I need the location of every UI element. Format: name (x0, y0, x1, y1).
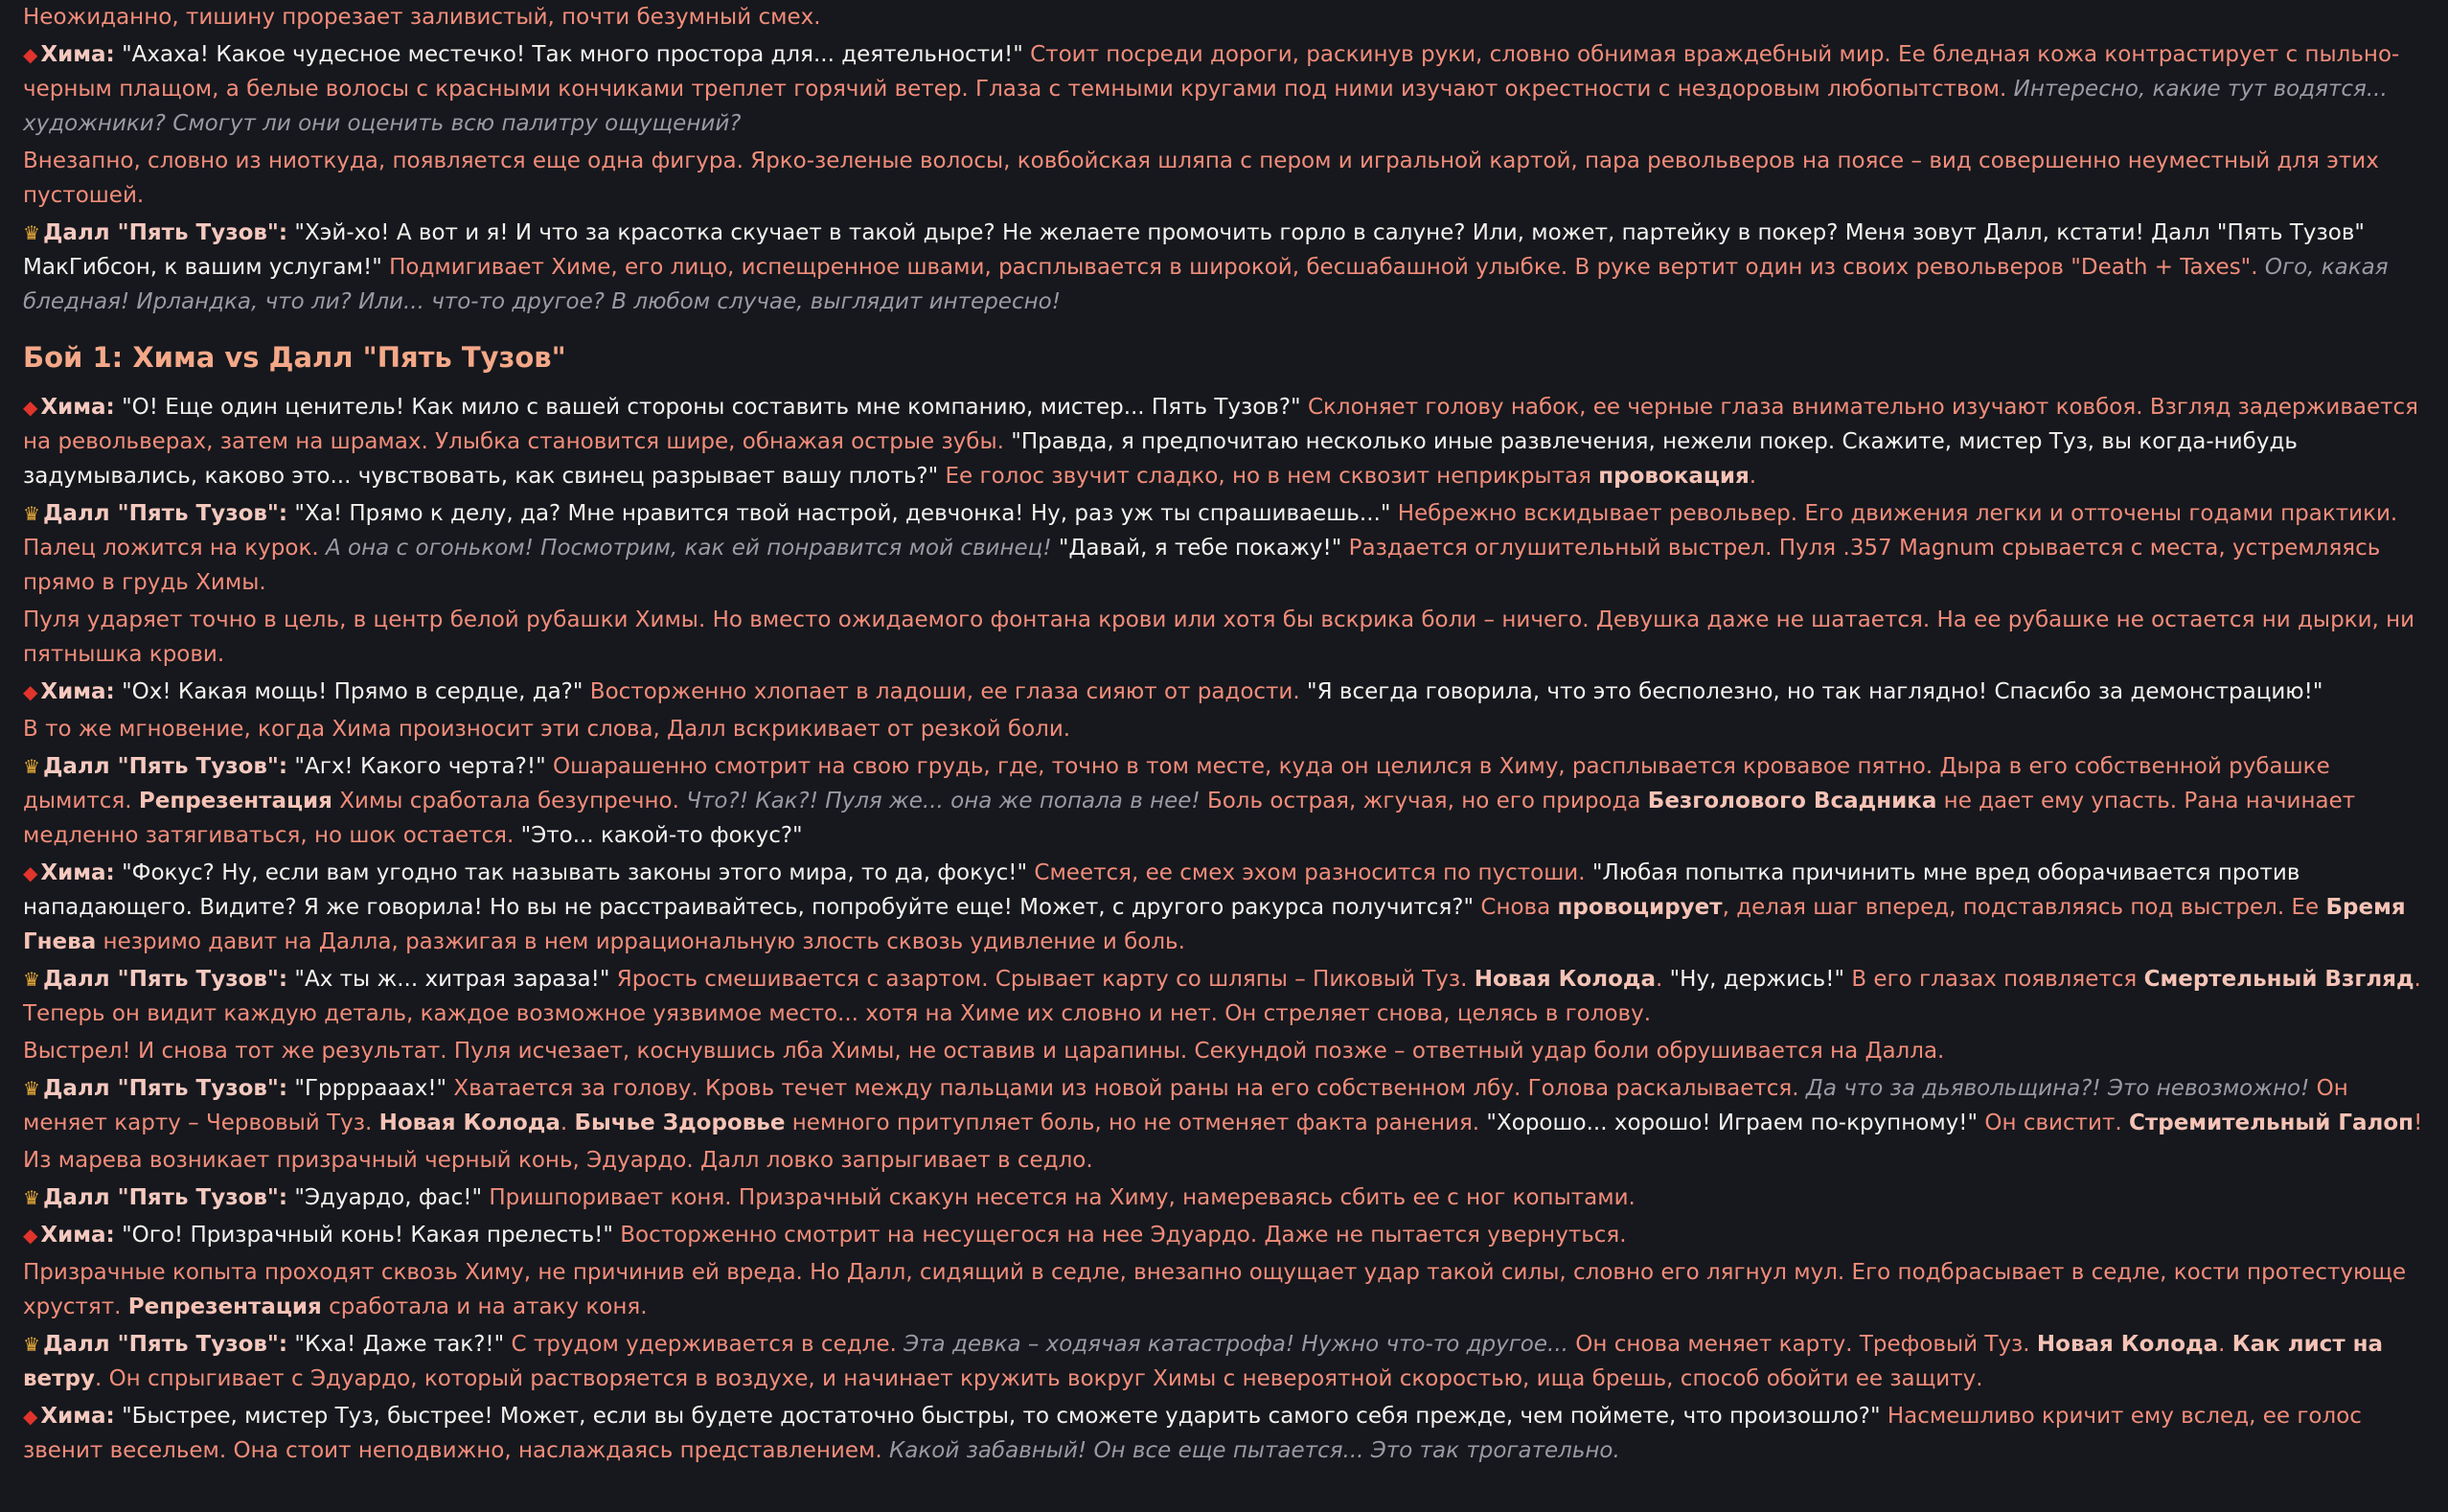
narration-text: Раздается оглушительный выстрел. Пуля .357 Magnum срывается с места, устремляясь прямо в грудь Химы. (23, 536, 2381, 595)
dialogue-line (23, 1327, 2425, 1396)
dialogue-line (23, 216, 2425, 319)
crown-icon: ♛ (23, 968, 40, 991)
ability-term: Безголового Всадника (1647, 789, 1937, 813)
ability-term: провокация (1598, 464, 1750, 489)
dialogue-line (23, 1180, 2425, 1215)
speaker-name: Хима: (40, 679, 115, 704)
narration-text: Восторженно смотрит на несущегося на нее Эдуардо. Даже не пытается увернуться. (612, 1223, 1627, 1248)
speaker-name: Далл "Пять Тузов": (42, 220, 288, 245)
narration-text: Химы сработала безупречно. (332, 789, 687, 813)
crown-icon: ♛ (23, 221, 40, 244)
dialogue-line (23, 962, 2425, 1031)
speech-text: "Ахаха! Какое чудесное местечко! Так много простора для... деятельности!" (114, 42, 1023, 67)
thought-text: А она с огоньком! Посмотрим, как ей понравится мой свинец! (325, 536, 1052, 561)
narration-text: Небрежно вскидывает револьвер. Его движения легки и отточены годами практики. Палец ложится на курок. (23, 501, 2398, 561)
speech-text: "Я всегда говорила, что это бесполезно, но так наглядно! Спасибо за демонстрацию!" (1307, 679, 2323, 704)
thought-text: Эта девка – ходячая катастрофа! Нужно что-то другое... (904, 1332, 1568, 1357)
narration-text: Он меняет карту – Червовый Туз. (23, 1076, 2348, 1135)
speech-text: "Ах ты ж... хитрая зараза!" (287, 967, 610, 992)
narration-text: сработала и на атаку коня. (321, 1294, 648, 1319)
speech-text: "Фокус? Ну, если вам угодно так называть законы этого мира, то да, фокус!" (114, 860, 1028, 885)
crown-icon: ♛ (23, 1077, 40, 1100)
ability-term: Новая Колода (1474, 967, 1656, 992)
speech-text: "О! Еще один ценитель! Как мило с вашей стороны составить мне компанию, мистер... Пять Тузов?" (114, 395, 1301, 420)
narration-text: . (1749, 464, 1757, 489)
ability-term: Новая Колода (2036, 1332, 2219, 1357)
narration-text: С трудом удерживается в седле. (504, 1332, 904, 1357)
narration-text: Он снова меняет карту. Трефовый Туз. (1567, 1332, 2037, 1357)
narration-paragraph (23, 1255, 2425, 1324)
narration-text: немного притупляет боль, но не отменяет факта ранения. (785, 1111, 1487, 1135)
narration-text: В то же мгновение, когда Хима произносит эти слова, Далл вскрикивает от резкой боли. (23, 717, 1071, 742)
crown-icon: ♛ (23, 502, 40, 525)
blood-drop-icon: ◆ (23, 1405, 38, 1428)
speaker-name: Далл "Пять Тузов": (42, 1332, 288, 1357)
speech-text: "Ну, держись!" (1669, 967, 1845, 992)
ability-term: Репрезентация (138, 789, 332, 813)
narration-paragraph (23, 712, 2425, 746)
narration-paragraph (23, 603, 2425, 672)
narration-text: . Теперь он видит каждую деталь, каждое возможное уязвимое место... хотя на Химе их словно и нет. Он стреляет снова, целясь в голову. (23, 967, 2421, 1026)
narration-text: Смеется, ее смех эхом разносится по пустоши. (1027, 860, 1592, 885)
thought-text: Что?! Как?! Пуля же... она же попала в нее! (686, 789, 1201, 813)
speaker-name: Далл "Пять Тузов": (42, 1185, 288, 1210)
narration-text: В его глазах появляется (1844, 967, 2144, 992)
ability-term: провоцирует (1557, 895, 1723, 920)
speech-text: "Хэй-хо! А вот и я! И что за красотка скучает в такой дыре? Не желаете промочить горло в салуне? Или, может, партейку в покер? Меня зовут Далл, кстати! Далл "Пять Тузов" МакГибсон, к вашим услугам!" (23, 220, 2365, 280)
blood-drop-icon: ◆ (23, 861, 38, 884)
speaker-name: Хима: (40, 1404, 115, 1429)
narration-paragraph (23, 0, 2425, 34)
blood-drop-icon: ◆ (23, 1224, 38, 1247)
speech-text: "Агх! Какого черта?!" (287, 754, 546, 779)
narration-paragraph (23, 1034, 2425, 1068)
narration-text: Боль острая, жгучая, но его природа (1200, 789, 1648, 813)
narration-text: Стоит посреди дороги, раскинув руки, словно обнимая враждебный мир. Ее бледная кожа контрастирует с пыльно-черным плащом, а белые волосы с красными кончиками треплет горячий ветер. Глаза с темными кругами под ними изучают окрестности с нездоровым любопытством. (23, 42, 2400, 102)
speaker-name: Далл "Пять Тузов": (42, 501, 288, 526)
speech-text: "Гррррааах!" (287, 1076, 447, 1101)
narration-text: Ярость смешивается с азартом. Срывает карту со шляпы – Пиковый Туз. (609, 967, 1475, 992)
thought-text: Интересно, какие тут водятся... художники? Смогут ли они оценить всю палитру ощущений? (23, 77, 2388, 136)
narration-text: Призрачные копыта проходят сквозь Химу, не причинив ей вреда. Но Далл, сидящий в седле, внезапно ощущает удар такой силы, словно его лягнул мул. Его подбрасывает в седле, кости протестующе хрустят. (23, 1260, 2407, 1319)
ability-term: Как лист на ветру (23, 1332, 2384, 1391)
speech-text: "Это... какой-то фокус?" (520, 823, 803, 848)
speaker-name: Далл "Пять Тузов": (42, 967, 288, 992)
dialogue-line (23, 1399, 2425, 1468)
narration-text: . (1655, 967, 1670, 992)
narration-text: Снова (1474, 895, 1558, 920)
speech-text: "Быстрее, мистер Туз, быстрее! Может, если вы будете достаточно быстры, то сможете ударить самого себя прежде, чем поймете, что произошло?" (114, 1404, 1881, 1429)
ability-term: Стремительный Галоп (2129, 1111, 2414, 1135)
thought-text: Да что за дьявольщина?! Это невозможно! (1805, 1076, 2310, 1101)
blood-drop-icon: ◆ (23, 43, 38, 66)
speech-text: "Ха! Прямо к делу, да? Мне нравится твой настрой, девчонка! Ну, раз уж ты спрашиваешь..." (287, 501, 1391, 526)
narration-text: незримо давит на Далла, разжигая в нем иррациональную злость сквозь удивление и боль. (96, 929, 1185, 954)
speaker-name: Далл "Пять Тузов": (42, 1076, 288, 1101)
narration-text: Выстрел! И снова тот же результат. Пуля исчезает, коснувшись лба Химы, не оставив и царапины. Секундой позже – ответный удар боли обрушивается на Далла. (23, 1039, 1945, 1064)
narration-text: Склоняет голову набок, ее черные глаза внимательно изучают ковбоя. Взгляд задерживается на револьверах, затем на шрамах. Улыбка становится шире, обнажая острые зубы. (23, 395, 2418, 454)
section-heading-text: Бой 1: Хима vs Далл "Пять Тузов" (23, 341, 566, 374)
speech-text: "Эдуардо, фас!" (287, 1185, 483, 1210)
speech-text: "Кха! Даже так?!" (287, 1332, 505, 1357)
narration-text: Ее голос звучит сладко, но в нем сквозит неприкрытая (938, 464, 1599, 489)
narration-text: не дает ему упасть. Рана начинает медленно затягиваться, но шок остается. (23, 789, 2356, 848)
narration-paragraph (23, 1143, 2425, 1178)
blood-drop-icon: ◆ (23, 396, 38, 419)
narration-text: Восторженно хлопает в ладоши, ее глаза сияют от радости. (583, 679, 1308, 704)
narration-text: Из марева возникает призрачный черный конь, Эдуардо. Далл ловко запрыгивает в седло. (23, 1148, 1093, 1173)
narration-text: Насмешливо кричит ему вслед, ее голос звенит весельем. Она стоит неподвижно, наслаждаясь представлением. (23, 1404, 2362, 1463)
dialogue-line (23, 37, 2425, 141)
ability-term: Репрезентация (127, 1294, 322, 1319)
speaker-name: Хима: (40, 42, 115, 67)
section-heading (23, 338, 2425, 377)
speech-text: "Ох! Какая мощь! Прямо в сердце, да?" (114, 679, 583, 704)
dialogue-line (23, 1218, 2425, 1252)
narration-text: Ошарашенно смотрит на свою грудь, где, точно в том месте, куда он целился в Химу, расплывается кровавое пятно. Дыра в его собственной рубашке дымится. (23, 754, 2330, 813)
narration-text: Он свистит. (1978, 1111, 2130, 1135)
ability-term: Бремя Гнева (23, 895, 2406, 954)
crown-icon: ♛ (23, 1186, 40, 1209)
narration-text: Хватается за голову. Кровь течет между пальцами из новой раны на его собственном лбу. Голова раскалывается. (446, 1076, 1806, 1101)
speech-text: "Ого! Призрачный конь! Какая прелесть!" (114, 1223, 613, 1248)
speaker-name: Хима: (40, 395, 115, 420)
dialogue-line (23, 749, 2425, 853)
speaker-name: Хима: (40, 860, 115, 885)
narration-text: Подмигивает Химе, его лицо, испещренное швами, расплывается в широкой, бесшабашной улыбке. В руке вертит один из своих револьверов "Death + Taxes". (381, 255, 2265, 280)
narration-text: Пришпоривает коня. Призрачный скакун несется на Химу, намереваясь сбить ее с ног копытами. (482, 1185, 1636, 1210)
narration-text: Неожиданно, тишину прорезает заливистый, почти безумный смех. (23, 5, 821, 30)
narration-text: Пуля ударяет точно в цель, в центр белой рубашки Химы. Но вместо ожидаемого фонтана крови или хотя бы вскрика боли – ничего. Девушка даже не шатается. На ее рубашке не остается ни дырки, ни пятнышка крови. (23, 607, 2415, 667)
narration-text: , делая шаг вперед, подставляясь под выстрел. Ее (1722, 895, 2326, 920)
narration-text: . Он спрыгивает с Эдуардо, который растворяется в воздухе, и начинает кружить вокруг Химы с невероятной скоростью, ища брешь, способ обойти ее защиту. (94, 1366, 1983, 1391)
speaker-name: Далл "Пять Тузов": (42, 754, 288, 779)
speech-text: "Давай, я тебе покажу!" (1051, 536, 1342, 561)
ability-term: Новая Колода (378, 1111, 561, 1135)
thought-text: Ого, какая бледная! Ирландка, что ли? Или... что-то другое? В любом случае, выглядит интересно! (23, 255, 2389, 314)
thought-text: Какой забавный! Он все еще пытается... Это так трогательно. (888, 1438, 1620, 1463)
narration-text: . (560, 1111, 575, 1135)
dialogue-line (23, 856, 2425, 959)
speech-text: "Хорошо... хорошо! Играем по-крупному!" (1486, 1111, 1979, 1135)
narration-text: ! (2414, 1111, 2423, 1135)
speech-text: "Любая попытка причинить мне вред оборачивается против нападающего. Видите? Я же говорила! Но вы не расстраивайтесь, попробуйте еще! Может, с другого ракурса получится?" (23, 860, 2300, 920)
speech-text: "Правда, я предпочитаю несколько иные развлечения, нежели покер. Скажите, мистер Туз, вы когда-нибудь задумывались, каково это... чувствовать, как свинец разрывает вашу плоть?" (23, 429, 2298, 489)
narration-text: . (2218, 1332, 2232, 1357)
speaker-name: Хима: (40, 1223, 115, 1248)
dialogue-line (23, 675, 2425, 709)
crown-icon: ♛ (23, 755, 40, 778)
crown-icon: ♛ (23, 1333, 40, 1356)
blood-drop-icon: ◆ (23, 680, 38, 703)
dialogue-line (23, 390, 2425, 493)
dialogue-line (23, 1071, 2425, 1140)
narration-text: Внезапно, словно из ниоткуда, появляется еще одна фигура. Ярко-зеленые волосы, ковбойская шляпа с пером и игральной картой, пара револьверов на поясе – вид совершенно неуместный для этих пустошей. (23, 149, 2379, 208)
ability-term: Смертельный Взгляд (2143, 967, 2414, 992)
narration-paragraph (23, 144, 2425, 213)
ability-term: Бычье Здоровье (574, 1111, 786, 1135)
dialogue-line (23, 496, 2425, 600)
